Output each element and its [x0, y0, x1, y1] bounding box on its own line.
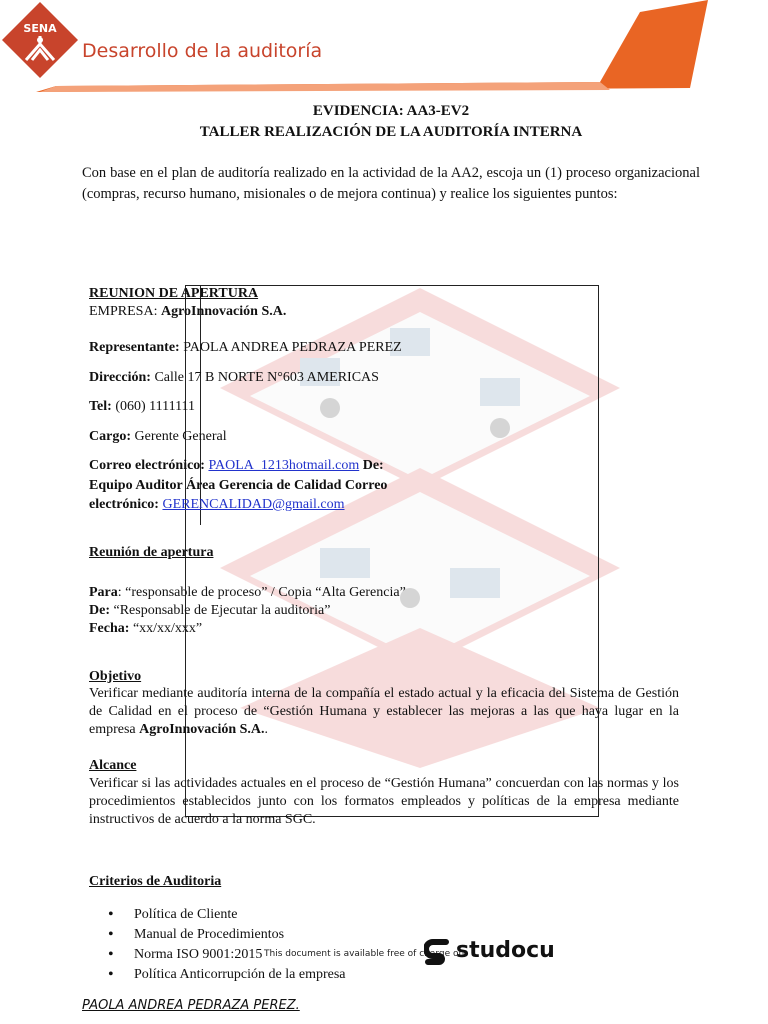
alcance-heading: Alcance [89, 758, 137, 773]
equipo-line: Equipo Auditor Área Gerencia de Calidad Correo [89, 478, 388, 493]
list-item: • Norma ISO 9001:2015 [108, 945, 346, 965]
apertura-heading: REUNION DE APERTURA [89, 286, 259, 301]
gerencalidad-link[interactable]: GERENCALIDAD@gmail.com [162, 497, 345, 512]
workshop-title: TALLER REALIZACIÓN DE LA AUDITORÍA INTERNA [199, 124, 583, 140]
tel-line: Tel: (060) 1111111 [89, 399, 196, 414]
correo-link[interactable]: PAOLA_1213hotmail.com [208, 458, 360, 473]
footer-author: PAOLA ANDREA PEDRAZA PEREZ. [82, 998, 300, 1013]
empresa-line: EMPRESA: AgroInnovación S.A. [89, 304, 287, 319]
page-header [0, 0, 768, 100]
sena-logo-text: SENA [23, 22, 57, 35]
correo-line: Correo electrónico: PAOLA_1213hotmail.com De: [89, 458, 384, 473]
representante-line: Representante: PAOLA ANDREA PEDRAZA PEREZ [89, 340, 402, 355]
alcance-paragraph: Verificar si las actividades actuales en el proceso de “Gestión Humana” concuerdan con las normas y los procedimientos establecidos junto con los formatos empleados y políticas de la empresa mediante instructivos de acuerdo a la norma SGC. [89, 776, 679, 827]
criterios-heading: Criterios de Auditoria [89, 874, 222, 889]
list-item: • Política de Cliente [108, 905, 346, 925]
para-line: Para: “responsable de proceso” / Copia “Alta Gerencia” [89, 585, 406, 600]
criterios-list [108, 905, 346, 985]
sena-logo-icon [0, 0, 80, 80]
equipo-correo-line: electrónico: GERENCALIDAD@gmail.com [89, 497, 345, 512]
evidence-title: EVIDENCIA: AA3-EV2 [312, 103, 470, 119]
fecha-line: Fecha: “xx/xx/xxx” [89, 621, 203, 636]
objetivo-heading: Objetivo [89, 669, 142, 684]
de-line: De: “Responsable de Ejecutar la auditoria” [89, 603, 331, 618]
studocu-logo-icon[interactable] [424, 939, 452, 969]
intro-paragraph: Con base en el plan de auditoría realizado en la actividad de la AA2, escoja un (1) proceso organizacional (compras, recurso humano, misionales o de mejora continua) y realice los siguientes puntos: [82, 165, 700, 202]
reunion-heading: Reunión de apertura [89, 545, 214, 560]
studocu-note: This document is available free of charge on [264, 949, 465, 959]
cargo-line: Cargo: Gerente General [89, 429, 227, 444]
list-item: • Manual de Procedimientos [108, 925, 346, 945]
list-item: • Política Anticorrupción de la empresa [108, 965, 346, 985]
direccion-line: Dirección: Calle 17 B NORTE N°603 AMERICAS [89, 370, 379, 385]
objetivo-paragraph: Verificar mediante auditoría interna de la compañía el estado actual y la eficacia del Sistema de Gestión de Calidad en el proceso de “Gestión Humana y establecer las mejoras a las que haya lugar en la empresa AgroInnovación S.A.. [89, 686, 679, 737]
studocu-brand[interactable]: studocu [456, 938, 555, 963]
header-title: Desarrollo de la auditoría [82, 40, 323, 62]
